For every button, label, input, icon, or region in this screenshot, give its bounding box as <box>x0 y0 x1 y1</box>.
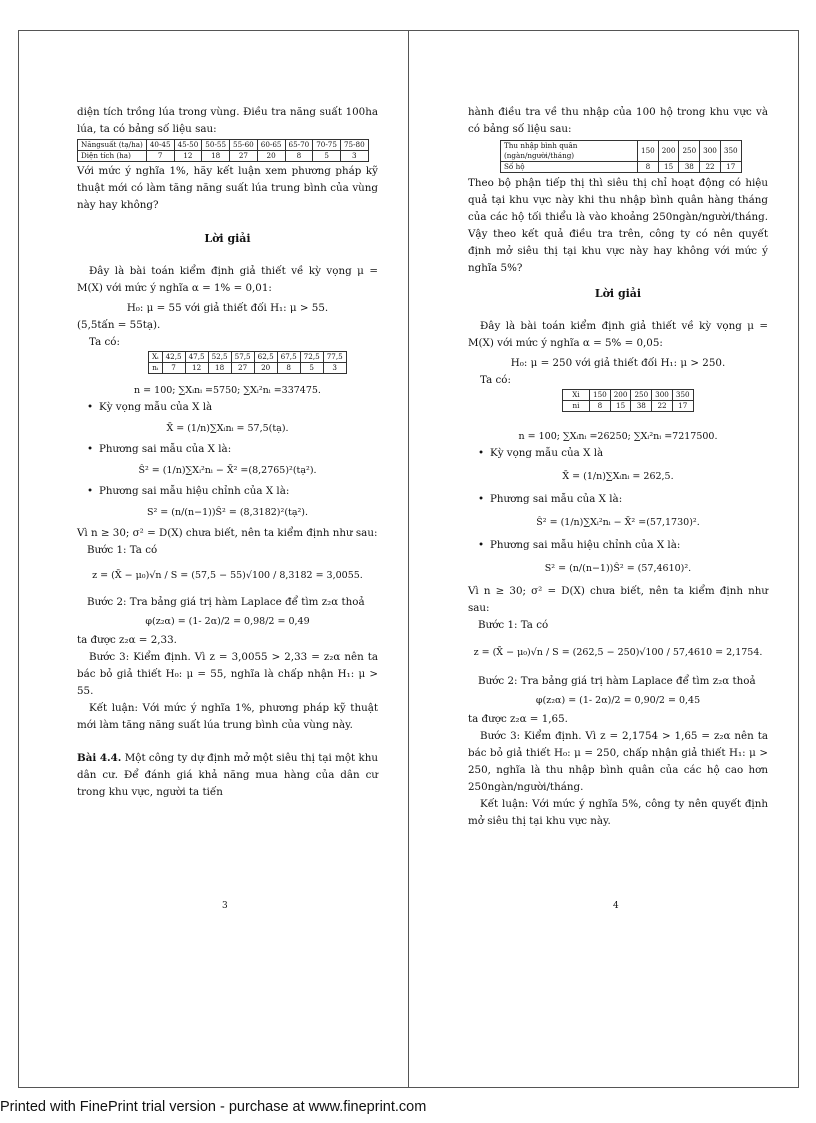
variance-formula: Ŝ² = (1/n)∑Xᵢ²nᵢ − X̄² =(8,2765)²(tạ²). <box>138 465 317 476</box>
step-1: Bước 1: Ta có <box>478 619 549 631</box>
table-cell: 22 <box>700 162 721 173</box>
z-formula: z = (X̄ − μ₀)√n / S = (57,5 − 55)√100 / 8,3182 = 3,0055. <box>92 570 363 581</box>
ta-co: Ta có: <box>480 374 511 386</box>
table-cell: 15 <box>658 162 679 173</box>
table-cell: nᵢ <box>149 363 163 374</box>
paragraph: Vì n ≥ 30; σ² = D(X) chưa biết, nên ta kiểm định như sau: <box>468 585 768 614</box>
bullet-mean: • Kỳ vọng mẫu của X là <box>77 399 378 416</box>
table-cell: 55-60 <box>230 140 258 151</box>
table-row <box>149 352 347 363</box>
table-cell: 8 <box>277 363 300 374</box>
table-cell: 38 <box>679 162 700 173</box>
table-cell: 200 <box>658 141 679 162</box>
table-cell: 42,5 <box>162 352 185 363</box>
table-cell: ni <box>563 401 590 412</box>
table-cell: 40-45 <box>146 140 174 151</box>
yield-table <box>77 139 369 162</box>
table-cell: 200 <box>610 390 631 401</box>
data-table <box>148 351 347 374</box>
mean-formula: X̄ = (1/n)∑Xᵢnᵢ = 262,5. <box>562 471 674 482</box>
table-cell: Thu nhập bình quân (ngàn/người/tháng) <box>501 141 638 162</box>
solution-heading: Lời giải <box>204 232 251 245</box>
variance-formula: Ŝ² = (1/n)∑Xᵢ²nᵢ − X̄² =(57,1730)². <box>536 517 700 528</box>
table-cell: 60-65 <box>257 140 285 151</box>
table-cell: 22 <box>652 401 673 412</box>
laplace-formula: φ(z₂α) = (1- 2α)/2 = 0,98/2 = 0,49 <box>145 616 310 627</box>
table-cell: 7 <box>162 363 185 374</box>
table-row <box>78 140 369 151</box>
table-row <box>149 363 347 374</box>
table-cell: 3 <box>340 151 368 162</box>
hypothesis: H₀: μ = 55 với giả thiết đối H₁: μ > 55. <box>126 302 329 314</box>
table-cell: 65-70 <box>285 140 313 151</box>
table-cell: 3 <box>323 363 346 374</box>
data-table <box>562 389 694 412</box>
table-cell: 8 <box>285 151 313 162</box>
table-cell: 17 <box>672 401 693 412</box>
solution-heading: Lời giải <box>594 287 642 300</box>
table-cell: Năngsuất (tạ/ha) <box>78 140 147 151</box>
table-cell: 150 <box>590 390 611 401</box>
print-footer: Printed with FinePrint trial version - purchase at www.fineprint.com <box>0 1099 427 1115</box>
table-row <box>563 390 694 401</box>
page-number: 4 <box>613 901 619 911</box>
table-cell: 67,5 <box>277 352 300 363</box>
laplace-formula: φ(z₂α) = (1- 2α)/2 = 0,90/2 = 0,45 <box>535 695 701 706</box>
table-cell: 52,5 <box>208 352 231 363</box>
paragraph: Đây là bài toán kiểm định giả thiết về kỳ vọng μ = M(X) với mức ý nghĩa α = 1% = 0,01: <box>77 265 378 294</box>
table-row <box>78 151 369 162</box>
income-table <box>500 140 742 173</box>
table-cell: 15 <box>610 401 631 412</box>
corrected-variance-formula: S² = (n/(n−1))Ŝ² = (57,4610)². <box>544 563 692 574</box>
exercise-label: Bài 4.4. <box>77 752 122 764</box>
table-cell: 70-75 <box>313 140 341 151</box>
table-cell: 7 <box>146 151 174 162</box>
bullet-variance: • Phương sai mẫu của X là: <box>468 491 768 508</box>
page-divider <box>408 30 409 1087</box>
paragraph: Vì n ≥ 30; σ² = D(X) chưa biết, nên ta kiểm định như sau: <box>77 527 378 539</box>
table-cell: 18 <box>202 151 230 162</box>
hypothesis: H₀: μ = 250 với giả thiết đối H₁: μ > 250. <box>510 357 726 369</box>
table-cell: Xi <box>563 390 590 401</box>
table-cell: 50-55 <box>202 140 230 151</box>
table-row <box>563 401 694 412</box>
table-cell: Số hộ <box>501 162 638 173</box>
table-cell: 150 <box>638 141 659 162</box>
bullet-corrected-variance: • Phương sai mẫu hiệu chỉnh của X là: <box>77 483 378 500</box>
page-number: 3 <box>222 901 228 911</box>
ta-co: Ta có: <box>89 336 120 348</box>
table-cell: Diện tích (ha) <box>78 151 147 162</box>
corrected-variance-formula: S² = (n/(n−1))Ŝ² = (8,3182)²(tạ²). <box>146 507 309 518</box>
table-cell: 27 <box>231 363 254 374</box>
right-page <box>468 104 768 830</box>
paragraph: Đây là bài toán kiểm định giả thiết về kỳ vọng μ = M(X) với mức ý nghĩa α = 5% = 0,05: <box>468 320 768 349</box>
step-2-result: ta được z₂α = 1,65. <box>468 713 568 725</box>
sums-formula: n = 100; ∑Xᵢnᵢ =26250; ∑Xᵢ²nᵢ =7217500. <box>518 431 718 442</box>
bullet-corrected-variance: • Phương sai mẫu hiệu chỉnh của X là: <box>468 537 768 554</box>
conclusion: Kết luận: Với mức ý nghĩa 1%, phương pháp kỹ thuật mới làm tăng năng suất lúa trung bình của vùng này. <box>77 702 378 731</box>
note: (5,5tấn = 55tạ). <box>77 319 161 331</box>
table-cell: 300 <box>700 141 721 162</box>
exercise-paragraph <box>77 750 378 801</box>
table-row <box>501 162 742 173</box>
sums-formula: n = 100; ∑Xᵢnᵢ =5750; ∑Xᵢ²nᵢ =337475. <box>134 385 321 396</box>
table-cell: 5 <box>313 151 341 162</box>
table-cell: 20 <box>257 151 285 162</box>
intro-text: hành điều tra về thu nhập của 100 hộ trong khu vực và có bảng số liệu sau: <box>468 106 768 135</box>
step-3: Bước 3: Kiểm định. Vì z = 3,0055 > 2,33 = z₂α nên ta bác bỏ giả thiết H₀: μ = 55, nghĩa là chấp nhận H₁: μ > 55. <box>77 651 378 697</box>
table-cell: Xᵢ <box>149 352 163 363</box>
step-2: Bước 2: Tra bảng giá trị hàm Laplace để tìm z₂α thoả <box>478 675 756 687</box>
table-cell: 47,5 <box>185 352 208 363</box>
table-cell: 27 <box>230 151 258 162</box>
exercise-text: Một công ty dự định mở một siêu thị tại một khu dân cư. Để đánh giá khả năng mua hàng của dân cư trong khu vực, người ta tiến <box>77 752 378 798</box>
table-cell: 5 <box>300 363 323 374</box>
table-cell: 350 <box>720 141 741 162</box>
table-cell: 57,5 <box>231 352 254 363</box>
table-cell: 20 <box>254 363 277 374</box>
table-cell: 250 <box>679 141 700 162</box>
table-cell: 18 <box>208 363 231 374</box>
conclusion: Kết luận: Với mức ý nghĩa 5%, công ty nên quyết định mở siêu thị tại khu vực này. <box>468 798 768 827</box>
table-cell: 77,5 <box>323 352 346 363</box>
step-1: Bước 1: Ta có <box>87 544 158 556</box>
step-2-result: ta được z₂α = 2,33. <box>77 634 177 646</box>
intro-text: diện tích trồng lúa trong vùng. Điều tra năng suất 100ha lúa, ta có bảng số liệu sau: <box>77 106 378 135</box>
table-row <box>501 141 742 162</box>
table-cell: 250 <box>631 390 652 401</box>
table-cell: 300 <box>652 390 673 401</box>
question-text: Theo bộ phận tiếp thị thì siêu thị chỉ hoạt động có hiệu quả tại khu vực này khi thu nhập bình quân hàng tháng của các hộ tối thiểu là vào khoảng 250ngàn/người/tháng. Vậy theo kết quả điều tra trên, công ty có nên quyết định mở siêu thị tại khu vực này hay không với mức ý nghĩa 5%? <box>468 177 768 274</box>
step-2: Bước 2: Tra bảng giá trị hàm Laplace để tìm z₂α thoả <box>87 596 365 608</box>
bullet-mean: • Kỳ vọng mẫu của X là <box>468 445 768 462</box>
step-3: Bước 3: Kiểm định. Vì z = 2,1754 > 1,65 = z₂α nên ta bác bỏ giả thiết H₀: μ = 250, chấp nhận giả thiết H₁: μ > 250, nghĩa là thu nhập bình quân của các hộ cao hơn 250ngàn/người/tháng. <box>468 730 768 793</box>
left-page <box>77 104 378 801</box>
table-cell: 12 <box>185 363 208 374</box>
mean-formula: X̄ = (1/n)∑Xᵢnᵢ = 57,5(tạ). <box>166 423 289 434</box>
z-formula: z = (X̄ − μ₀)√n / S = (262,5 − 250)√100 / 57,4610 = 2,1754. <box>473 647 763 658</box>
table-cell: 8 <box>638 162 659 173</box>
table-cell: 350 <box>672 390 693 401</box>
table-cell: 45-50 <box>174 140 202 151</box>
table-cell: 38 <box>631 401 652 412</box>
table-cell: 75-80 <box>340 140 368 151</box>
table-cell: 62,5 <box>254 352 277 363</box>
table-cell: 17 <box>720 162 741 173</box>
table-cell: 12 <box>174 151 202 162</box>
table-cell: 8 <box>590 401 611 412</box>
bullet-variance: • Phương sai mẫu của X là: <box>77 441 378 458</box>
question-text: Với mức ý nghĩa 1%, hãy kết luận xem phương pháp kỹ thuật mới có làm tăng năng suất lúa trung bình của vùng này hay không? <box>77 165 378 211</box>
table-cell: 72,5 <box>300 352 323 363</box>
